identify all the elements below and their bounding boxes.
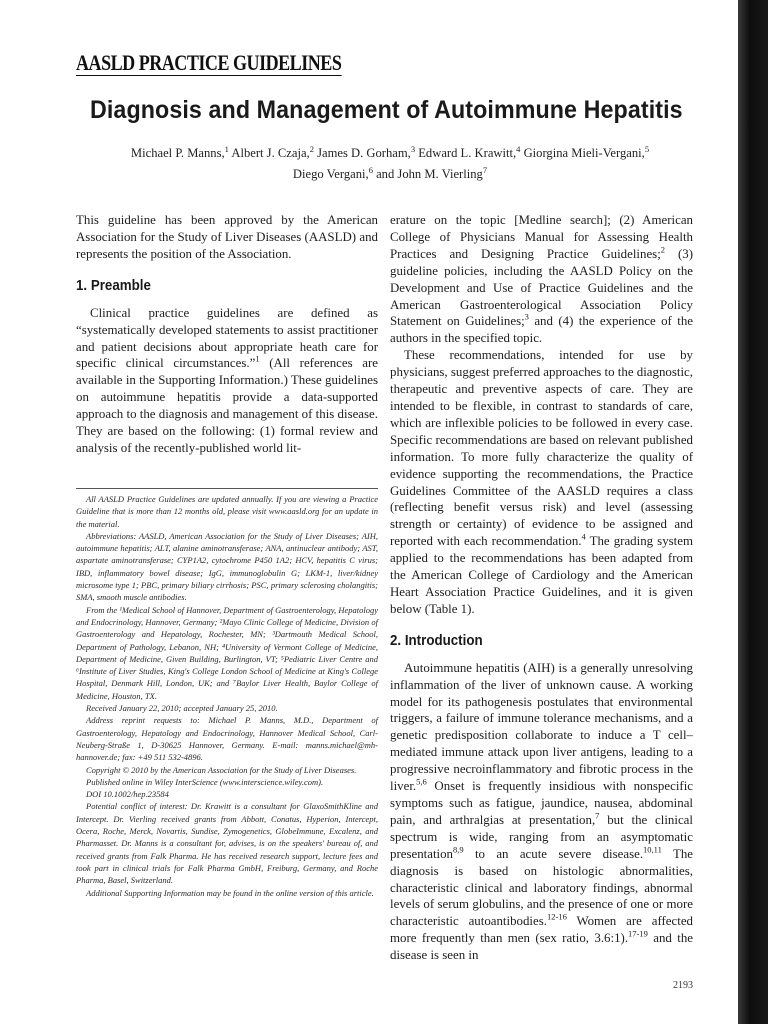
citation-mark: 17-19 xyxy=(628,928,648,939)
footnote-copyright: Copyright © 2010 by the American Association for the Study of Liver Diseases. xyxy=(86,764,357,775)
citation-mark: 12-16 xyxy=(546,912,567,923)
affiliation-mark: 7 xyxy=(482,164,488,175)
footnote-received: Received January 22, 2010; accepted January 25, 2010. xyxy=(86,703,278,714)
paragraph-text: (3) guideline policies, including the AASLD Policy on the Development and Use of Practice Guidelines and the American Gastroenterological Association Policy Statement on Guidelines; xyxy=(390,246,693,329)
preamble-continued xyxy=(390,212,693,347)
affiliation-mark: 4 xyxy=(516,143,521,154)
author-name: James D. Gorham, xyxy=(313,146,411,160)
author-name: Diego Vergani, xyxy=(292,167,369,181)
footnote-affiliations: From the ¹Medical School of Hannover, Department of Gastroenterology, Hepatology and Endocrinology, Hannover, Germany; ²Mayo Clinic College of Medicine, Division of Gastroenterology and Hepatology, Rochester, MN; ³Dartmouth Medical School, Department of Pathology, Lebanon, NH; ⁴University of Vermont College of Medicine, Department of Medicine, Given Building, Burlington, VT; ⁵Pediatric Liver Centre and ⁶Institute of Liver Studies, King's College London School of Medicine at King's College Hospital, Denmark Hill, London, UK; and ⁷Baylor Liver Health, Baylor College of Medicine, Houston, TX. xyxy=(76,604,378,701)
left-column xyxy=(76,212,378,457)
citation-mark: 7 xyxy=(595,810,600,821)
running-head: AASLD PRACTICE GUIDELINES xyxy=(76,50,342,75)
author-name: Giorgina Mieli-Vergani, xyxy=(520,146,645,160)
paragraph-text: These recommendations, intended for use by physicians, suggest preferred approaches to the diagnostic, therapeutic and preventive aspects of care. They are intended to be flexible, in contrast to standards of care, which are inflexible policies to be followed in every case. Specific recommendations are based on relevant published information. To more fully characterize the quality of evidence supporting the recommendations, the Practice Guidelines Committee of the AASLD requires a class (reflecting benefit versus risk) and level (assessing strength or certainty) of evidence to be assigned and reported with each recommendation. xyxy=(390,348,693,549)
paragraph-text: Onset is frequently insidious with nonspecific symptoms such as fatigue, jaundice, nausea, abdominal pain, and arthralgias at presentation, xyxy=(390,779,693,827)
footnote-supporting: Additional Supporting Information may be found in the online version of this article. xyxy=(86,887,374,898)
preamble-paragraph xyxy=(76,305,378,457)
paragraph-text: The grading system applied to the recommendations has been adapted from the American College of Cardiology and the American Heart Association Practice Guidelines, and it is given below (Table 1). xyxy=(390,534,693,616)
paragraph-text: Autoimmune hepatitis (AIH) is a generally unresolving inflammation of the liver of unknown cause. A working model for its pathogenesis postulates that environmental triggers, a failure of immune tolerance mechanisms, and a genetic predisposition collaborate to induce a T cell–mediated immune attack upon liver antigens, leading to a progressive necroinflammatory and fibrotic process in the liver. xyxy=(390,660,693,794)
paragraph-text: (All references are available in the Supporting Information.) These guidelines on autoimmune hepatitis provide a data-supported approach to the diagnosis and management of this disease. They are based on the following: (1) formal review and analysis of the recently-published world lit- xyxy=(76,356,379,455)
footnote-doi: DOI 10.1002/hep.23584 xyxy=(86,789,169,800)
footnote-update: All AASLD Practice Guidelines are updated annually. If you are viewing a Practice Guideline that is more than 12 months old, please visit www.aasld.org for an update in the material. xyxy=(76,494,378,529)
paragraph-text: The diagnosis is based on histologic abnormalities, characteristic clinical and laboratory findings, abnormal levels of serum globulins, and the presence of one or more characteristic autoantibodies. xyxy=(390,846,693,929)
footnote-abbreviations: Abbreviations: AASLD, American Association for the Study of Liver Diseases; AIH, autoimmune hepatitis; ALT, alanine aminotransferase; ANA, antinuclear antibody; AST, aspartate aminotransferase; CYP1A2, cytochrome P450 1A2; HCV, hepatitis C virus; IBD, inflammatory bowel disease; IgG, immunoglobulin G; LKM-1, liver/kidney microsome type 1; PBC, primary biliary cirrhosis; PSC, primary sclerosing cholangitis; SMA, smooth muscle antibodies. xyxy=(76,530,378,603)
footnote-published: Published online in Wiley InterScience (www.interscience.wiley.com). xyxy=(86,776,324,787)
footnotes xyxy=(76,488,378,899)
citation-mark: 4 xyxy=(581,531,586,542)
paragraph-text: erature on the topic [Medline search]; (2) American College of Physicians Manual for Assessing Health Practices and Designing Practice Guidelines; xyxy=(390,213,693,261)
paragraph-text: to an acute severe disease. xyxy=(463,846,644,861)
right-column xyxy=(390,212,693,964)
recommendations-paragraph xyxy=(390,347,693,618)
citation-mark: 5,6 xyxy=(416,776,427,787)
footnote-conflict: Potential conflict of interest: Dr. Krawitt is a consultant for GlaxoSmithKline and Intercept. Dr. Vierling received grants from Abbott, Conatus, Hyperion, Intercept, Ocera, Roche, Merck, Novartis, Sundise, Zymogenetics, GlobeImmune, Excalenz, and Pharmasset. Dr. Manns is a consultant for, advises, is on the speakers' bureau of, and received grants from Falk Pharma. He has received research support, lecture fees and took part in clinical trials for Falk Pharma GmbH, Freiburg, Germany, and Roche Pharma, Basel, Switzerland. xyxy=(76,801,378,886)
footnote-reprints: Address reprint requests to: Michael P. Manns, M.D., Department of Gastroenterology, Hepatology and Endocrinology, Hannover Medical School, Carl-Neuberg-Straße 1, D-30625 Hannover, Germany. E-mail: manns.michael@mh-hannover.de; fax: +49 511 532-4896. xyxy=(76,715,378,763)
article-title: Diagnosis and Management of Autoimmune Hepatitis xyxy=(90,96,683,124)
paragraph-text: but the clinical spectrum is wide, ranging from an asymptomatic presentation xyxy=(390,812,693,861)
affiliation-mark: 3 xyxy=(410,143,416,154)
author-name: Edward L. Krawitt, xyxy=(415,146,517,160)
citation-mark: 2 xyxy=(660,244,666,255)
citation-mark: 3 xyxy=(524,312,529,323)
citation-mark: 1 xyxy=(255,354,260,365)
section-heading-introduction: 2. Introduction xyxy=(390,632,483,649)
author-name: Michael P. Manns, xyxy=(130,146,225,160)
affiliation-mark: 2 xyxy=(309,143,314,154)
paragraph-text: Women are affected more frequently than men (sex ratio, 3.6:1). xyxy=(390,914,693,946)
paragraph-text: Clinical practice guidelines are defined as “systematically developed statements to assist practitioner and patient decisions about appropriate heath care for specific clinical circumstances.” xyxy=(76,305,378,371)
affiliation-mark: 6 xyxy=(368,164,373,175)
author-list xyxy=(76,143,704,185)
paragraph-text: and the disease is seen in xyxy=(390,931,693,963)
introduction-paragraph xyxy=(390,660,693,964)
citation-mark: 8,9 xyxy=(453,844,464,855)
approval-statement: This guideline has been approved by the American Association for the Study of Liver Diseases (AASLD) and represents the position of the Association. xyxy=(76,213,378,261)
author-name: and John M. Vierling xyxy=(372,167,483,181)
citation-mark: 10,11 xyxy=(643,844,662,855)
author-name: Albert J. Czaja, xyxy=(228,146,310,160)
section-heading-preamble: 1. Preamble xyxy=(76,277,151,294)
page-edge-shadow xyxy=(738,0,768,1024)
paragraph-text: and (4) the experience of the authors in the specified topic. xyxy=(390,314,693,346)
affiliation-mark: 5 xyxy=(644,143,650,154)
page-number: 2193 xyxy=(673,980,693,991)
affiliation-mark: 1 xyxy=(224,143,229,154)
